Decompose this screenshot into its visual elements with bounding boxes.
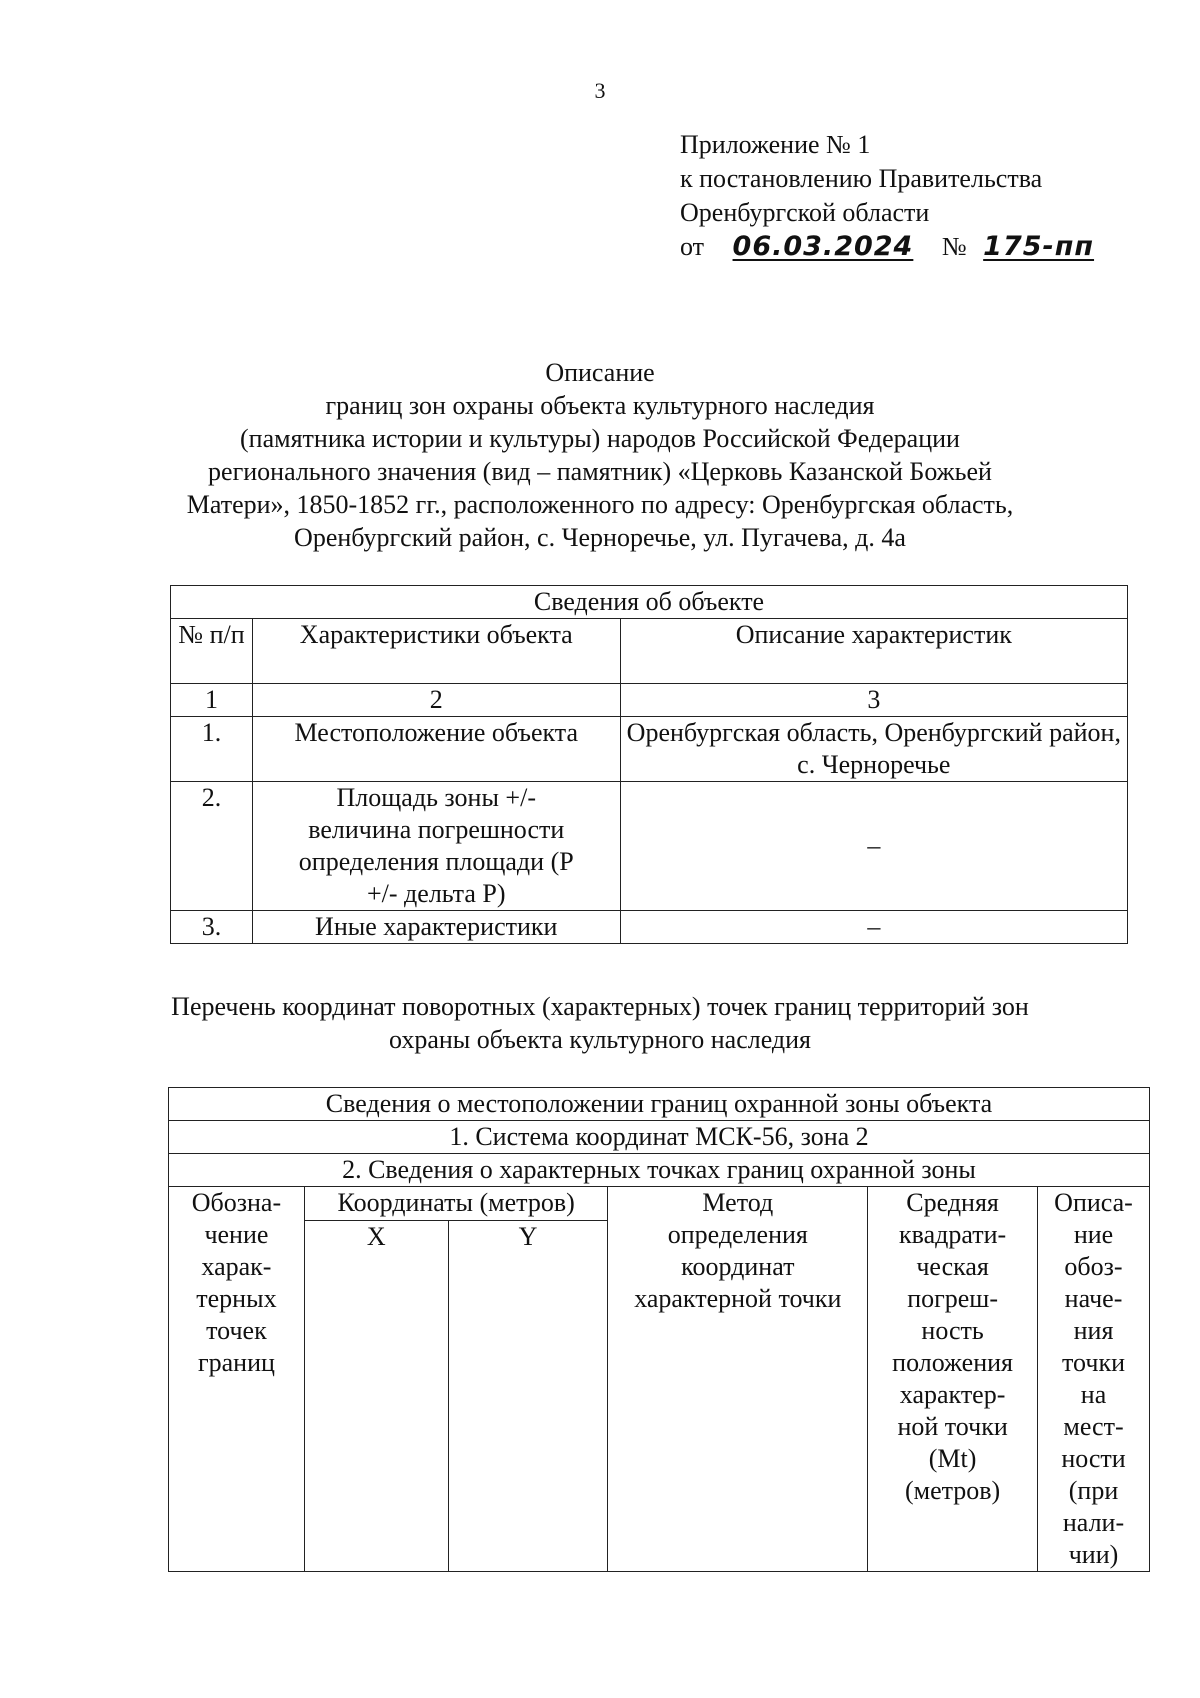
row-description: Оренбургская область, Оренбургский район, с. Черноречье — [620, 717, 1127, 782]
title-line-1: Описание — [545, 358, 655, 387]
coordinates-list-title — [100, 990, 1100, 1056]
handwritten-number: 175-пп — [983, 231, 1095, 262]
col-char-header: Характеристики объекта — [252, 619, 620, 684]
row-num: 3. — [171, 911, 253, 944]
col-description-header: Описа- ние обоз- наче- ния точки на мест- ности (при нали- чии) — [1038, 1187, 1150, 1572]
coordinate-system-row — [169, 1121, 1150, 1154]
document-title — [150, 356, 1050, 554]
col-coordinates-header: Координаты (метров) — [304, 1187, 608, 1221]
col-designation-header: Обозна- чение харак- терных точек границ — [169, 1187, 305, 1572]
col-x-header: X — [304, 1221, 448, 1572]
appendix-line-3: Оренбургской области — [680, 198, 930, 227]
column-headers-row — [169, 1187, 1150, 1221]
row-characteristic: Иные характеристики — [252, 911, 620, 944]
col-index-2: 2 — [252, 684, 620, 717]
list-title-line-2: охраны объекта культурного наследия — [388, 1025, 812, 1054]
title-line-2: границ зон охраны объекта культурного наследия — [325, 391, 875, 420]
row-characteristic: Площадь зоны +/- величина погрешности определения площади (P +/- дельта P) — [252, 782, 620, 911]
title-line-6: Оренбургский район, с. Черноречье, ул. Пугачева, д. 4а — [294, 523, 906, 552]
column-headers-row — [171, 619, 1128, 684]
col-method-header: Метод определения координат характерной точки — [608, 1187, 868, 1572]
title-line-5: Матери», 1850-1852 гг., расположенного по адресу: Оренбургская область, — [186, 490, 1014, 519]
number-label: № — [941, 232, 967, 261]
row-description: – — [620, 911, 1127, 944]
table-header-row — [169, 1088, 1150, 1121]
col-y-header: Y — [448, 1221, 608, 1572]
col-error-header: Средняя квадрати- ческая погреш- ность положения характер- ной точки (Mt) (метров) — [868, 1187, 1038, 1572]
list-title-line-1: Перечень координат поворотных (характерных) точек границ территорий зон — [171, 992, 1029, 1021]
col-desc-header: Описание характеристик — [620, 619, 1127, 684]
object-table-header: Сведения об объекте — [171, 586, 1128, 619]
page-number: 3 — [594, 78, 606, 103]
from-label: от — [680, 232, 705, 261]
points-info-row — [169, 1154, 1150, 1187]
appendix-date-line — [680, 230, 1118, 264]
row-num: 1. — [171, 717, 253, 782]
table-row — [171, 782, 1128, 911]
coords-table-header: Сведения о местоположении границ охранной зоны объекта — [169, 1088, 1150, 1121]
column-index-row — [171, 684, 1128, 717]
col-index-1: 1 — [171, 684, 253, 717]
coordinate-system: 1. Система координат МСК-56, зона 2 — [169, 1121, 1150, 1154]
points-info: 2. Сведения о характерных точках границ охранной зоны — [169, 1154, 1150, 1187]
object-info-table — [170, 585, 1128, 944]
row-characteristic: Местоположение объекта — [252, 717, 620, 782]
appendix-line-1: Приложение № 1 — [680, 130, 871, 159]
coordinates-table — [168, 1087, 1150, 1572]
row-description: – — [620, 782, 1127, 911]
handwritten-date: 06.03.2024 — [732, 231, 914, 262]
title-line-4: регионального значения (вид – памятник) «Церковь Казанской Божьей — [208, 457, 992, 486]
table-header-row — [171, 586, 1128, 619]
title-line-3: (памятника истории и культуры) народов Российской Федерации — [240, 424, 960, 453]
appendix-line-2: к постановлению Правительства — [680, 164, 1043, 193]
table-row — [171, 911, 1128, 944]
table-row — [171, 717, 1128, 782]
col-num-header: № п/п — [171, 619, 253, 684]
appendix-block — [680, 128, 1118, 264]
col-index-3: 3 — [620, 684, 1127, 717]
row-num: 2. — [171, 782, 253, 911]
